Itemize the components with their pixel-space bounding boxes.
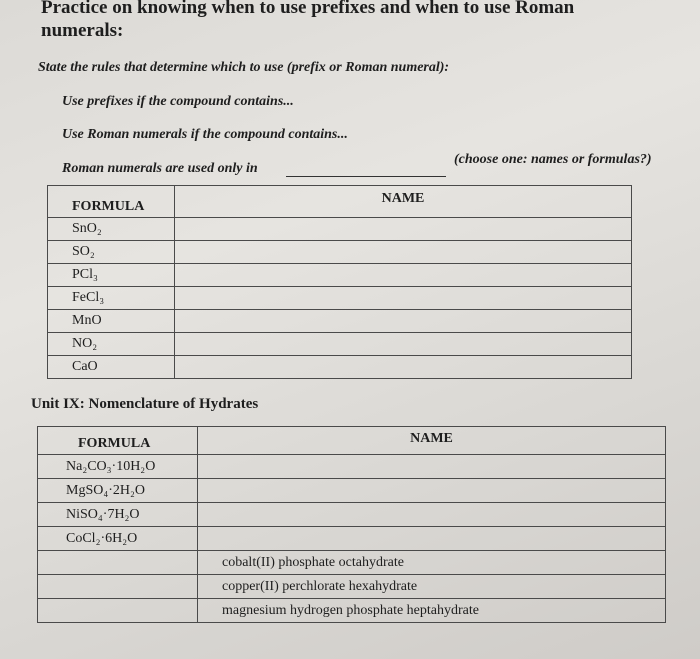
table2-formula-cell: NiSO₄·7H₂O — [38, 503, 198, 527]
hydrates-table — [37, 426, 666, 623]
table2-row — [38, 455, 666, 479]
table2-name-cell: magnesium hydrogen phosphate heptahydrate — [198, 599, 666, 623]
table1-row — [48, 333, 632, 356]
table1-name-answer-cell[interactable] — [175, 241, 632, 264]
table1-name-answer-cell[interactable] — [175, 264, 632, 287]
prefix-rule: Use prefixes if the compound contains... — [62, 94, 294, 109]
table2-row — [38, 575, 666, 599]
table2-row — [38, 599, 666, 623]
roman-rule: Use Roman numerals if the compound contains... — [62, 127, 348, 142]
table2-formula-cell: CoCl₂·6H₂O — [38, 527, 198, 551]
table2-row — [38, 503, 666, 527]
table1-formula-cell: MnO — [48, 310, 175, 333]
roman-only-in-blank[interactable] — [286, 176, 446, 177]
table1-name-answer-cell[interactable] — [175, 218, 632, 241]
rules-heading: State the rules that determine which to use (prefix or Roman numeral): — [38, 60, 450, 75]
table2-name-answer-cell[interactable] — [198, 503, 666, 527]
table2-row — [38, 527, 666, 551]
table1-formula-cell: SnO₂ — [48, 218, 175, 241]
page-title-line1: Practice on knowing when to use prefixes and when to use Roman — [41, 0, 575, 18]
choose-one-note: (choose one: names or formulas?) — [454, 152, 652, 167]
roman-only-in-label: Roman numerals are used only in — [62, 161, 258, 176]
table2-formula-cell: MgSO₄·2H₂O — [38, 479, 198, 503]
page-title-line2: numerals: — [41, 20, 124, 41]
table1-formula-cell: CaO — [48, 356, 175, 379]
table2-header-row — [38, 427, 666, 455]
formula-name-table — [47, 185, 632, 379]
table1-row — [48, 287, 632, 310]
table2-formula-answer-cell[interactable] — [38, 551, 198, 575]
table1-row — [48, 264, 632, 287]
table1-formula-cell: NO₂ — [48, 333, 175, 356]
table2-name-cell: copper(II) perchlorate hexahydrate — [198, 575, 666, 599]
table1-row — [48, 241, 632, 264]
table2-name-cell: cobalt(II) phosphate octahydrate — [198, 551, 666, 575]
table2-row — [38, 551, 666, 575]
table1-formula-cell: SO₂ — [48, 241, 175, 264]
table2-name-header: NAME — [198, 427, 666, 455]
hydrates-section-heading: Unit IX: Nomenclature of Hydrates — [31, 396, 259, 412]
table1-row — [48, 356, 632, 379]
table1-header-row — [48, 186, 632, 218]
table1-name-answer-cell[interactable] — [175, 333, 632, 356]
table1-formula-cell: PCl₃ — [48, 264, 175, 287]
table1-name-answer-cell[interactable] — [175, 287, 632, 310]
table1-name-header: NAME — [175, 186, 632, 218]
table2-name-answer-cell[interactable] — [198, 527, 666, 551]
table2-name-answer-cell[interactable] — [198, 479, 666, 503]
table2-row — [38, 479, 666, 503]
table1-formula-cell: FeCl₃ — [48, 287, 175, 310]
table2-formula-answer-cell[interactable] — [38, 599, 198, 623]
table2-formula-cell: Na₂CO₃·10H₂O — [38, 455, 198, 479]
table1-name-answer-cell[interactable] — [175, 356, 632, 379]
table2-formula-header: FORMULA — [38, 427, 198, 455]
table2-name-answer-cell[interactable] — [198, 455, 666, 479]
table1-row — [48, 218, 632, 241]
table1-row — [48, 310, 632, 333]
table1-formula-header: FORMULA — [48, 186, 175, 218]
table2-formula-answer-cell[interactable] — [38, 575, 198, 599]
table1-name-answer-cell[interactable] — [175, 310, 632, 333]
